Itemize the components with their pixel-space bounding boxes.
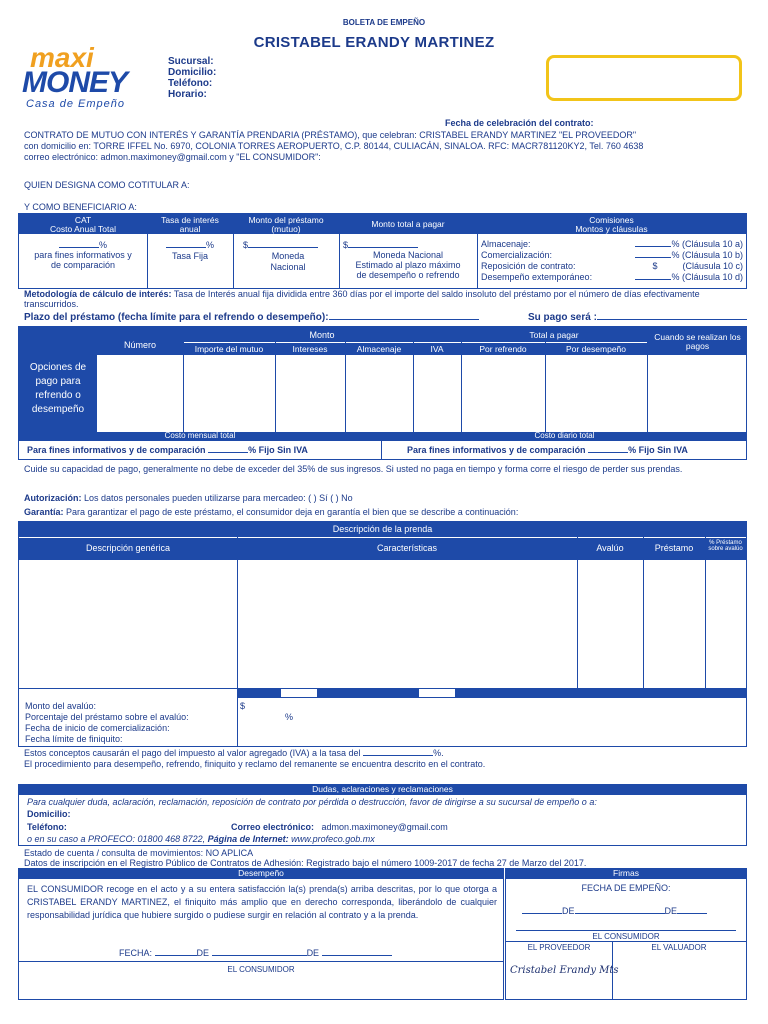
payment-table [18, 326, 747, 460]
doc-type: BOLETA DE EMPEÑO [342, 18, 426, 27]
desempeno-title: Desempeño [19, 869, 503, 879]
header-importe: Importe del mutuo [183, 345, 275, 354]
tasa-cell [147, 240, 233, 262]
metodologia-text: Tasa de Interés anual fija dividida entre 360 días por el importe del saldo insoluto del préstamo por el número de días efectivamente transcurridos. [24, 289, 700, 309]
divider [647, 327, 648, 432]
garantia: Garantía: Para garantizar el pago de este préstamo, el consumidor deja en garantía el bien que se describe a continuación: [24, 507, 519, 517]
divider [461, 327, 462, 432]
desempeno-fecha: FECHA: DE DE [119, 948, 392, 958]
cotitular-label: QUIEN DESIGNA COMO COTITULAR A: [24, 180, 190, 190]
divider [339, 214, 340, 288]
contract-line-2: con domicilio en: TORRE IFFEL No. 6970, COLONIA TORRES AEROPUERTO, C.P. 80144, CULIACÁN, SINALOA. RFC: MACR781120KY2, Tel. 760 4638 [24, 141, 644, 151]
header-caracteristicas: Características [237, 544, 577, 553]
branch-info [168, 56, 216, 100]
divider [19, 537, 746, 538]
header-intereses: Intereses [275, 345, 345, 354]
valuador-label: EL VALUADOR [651, 943, 707, 952]
comision-row: Desempeño extemporáneo: % (Cláusula 10 d) [481, 272, 743, 282]
costo-diario-value: Para fines informativos y de comparación % Fijo Sin IVA [407, 445, 688, 455]
firmas-fecha: DE DE [522, 906, 707, 916]
header-tasa: Tasa de interés anual [147, 216, 233, 234]
header-almacenaje: Almacenaje [345, 345, 413, 354]
comisiones-list [481, 239, 743, 283]
divider [19, 688, 237, 689]
provider-name: CRISTABEL ERANDY MARTINEZ [253, 34, 495, 51]
header-desempeno: Por desempeño [545, 345, 647, 354]
firmas-title: Firmas [506, 869, 746, 879]
costo-mensual-value: Para fines informativos y de comparación % Fijo Sin IVA [27, 445, 308, 455]
autorizacion: Autorización: Los datos personales pueden utilizarse para mercadeo: ( ) Sí ( ) No [24, 493, 353, 503]
divider [477, 214, 478, 288]
divider [183, 327, 184, 432]
cat-table [18, 213, 747, 289]
header-refrendo: Por refrendo [461, 345, 545, 354]
porcentaje-sign: % [285, 712, 294, 722]
avaluo-sign: $ [240, 701, 246, 711]
costo-mensual-label: Costo mensual total [19, 432, 381, 440]
metodologia [24, 289, 744, 309]
header-pct: % Préstamo sobre avalúo [705, 540, 746, 553]
header-iva: IVA [413, 345, 461, 354]
totals-field [419, 689, 455, 697]
dudas-text: Para cualquier duda, aclaración, reclamación, reposición de contrato por pérdida o destrucción, favor de dirigirse a su sucursal de empeño o a: [27, 797, 597, 807]
tasa-pct: % [205, 240, 214, 250]
cat-cell [19, 240, 147, 270]
total-cell [343, 240, 473, 280]
divider [275, 342, 276, 432]
comision-row: Reposición de contrato: $ (Cláusula 10 c) [481, 261, 743, 271]
divider [233, 214, 234, 288]
desempeno-text: EL CONSUMIDOR recoge en el acto y a su entera satisfacción la(s) prenda(s) arriba descritas, por lo que otorga a CRISTABEL ERANDY MARTINEZ, el finiquito más amplio que en derecho corresponda, liberándolo de cualquier responsabilidad jurídica que hubiere surgido o pudiese surgir en relación al contrato y a la prenda. [27, 884, 497, 920]
total-sign: $ [343, 240, 349, 250]
firmas-box [505, 868, 747, 1000]
header-total: Monto total a pagar [339, 220, 477, 229]
divider [545, 342, 546, 432]
dudas-title: Dudas, aclaraciones y reclamaciones [19, 785, 746, 795]
divider [705, 537, 706, 689]
total-note: Moneda Nacional Estimado al plazo máximo de desempeño o refrendo [355, 250, 461, 280]
estado-registro: Estado de cuenta / consulta de movimientos: NO APLICA Datos de inscripción en el Registro Público de Contratos de Adhesión: Registrado bajo el número 1009-2017 de fecha 27 de Marzo del 2017. [24, 848, 587, 868]
fecha-celebracion: Fecha de celebración del contrato: [445, 118, 594, 128]
plazo-label: Plazo del préstamo (fecha límite para el refrendo o desempeño): [24, 312, 479, 323]
si-checkbox[interactable]: ( ) Sí [308, 493, 328, 503]
domicilio-label: Domicilio: [168, 67, 217, 78]
avaluo-details: Monto del avalúo: Porcentaje del préstamo sobre el avalúo: Fecha de inicio de comercialización: Fecha límite de finiquito: [25, 701, 189, 744]
divider [643, 537, 644, 689]
monto-cell [243, 240, 333, 273]
desempeno-box [18, 868, 504, 1000]
logo-sub: Casa de Empeño [26, 98, 125, 110]
comision-row: Almacenaje: % (Cláusula 10 a) [481, 239, 743, 249]
header-cat: CAT Costo Anual Total [19, 216, 147, 234]
maxi-money-logo [22, 44, 167, 114]
dudas-correo: Correo electrónico: admon.maximoney@gmail.com [231, 822, 448, 832]
divider [506, 941, 746, 942]
desempeno-consumidor: EL CONSUMIDOR [227, 965, 295, 974]
prenda-title: Descripción de la prenda [19, 525, 746, 534]
header-generica: Descripción genérica [19, 544, 237, 553]
tasa-fija: Tasa Fija [171, 251, 208, 261]
dudas-telefono: Teléfono: [27, 822, 67, 832]
costo-diario-label: Costo diario total [383, 432, 746, 440]
divider [516, 930, 736, 931]
cat-pct: % [98, 240, 107, 250]
proveedor-signature: Cristabel Erandy Mts [510, 965, 619, 976]
logo-top: maxi [30, 42, 94, 73]
dudas-box [18, 784, 747, 846]
header-monto: Monto [183, 331, 461, 340]
header-numero: Número [97, 341, 183, 350]
divider [381, 432, 382, 459]
monto-sign: $ [243, 240, 249, 250]
cat-note: para fines informativos y de comparación [34, 250, 132, 270]
iva-note: Estos conceptos causarán el pago del impuesto al valor agregado (IVA) a la tasa del %. El procedimiento para desempeño, refrendo, finiquito y reclamo del remanente se encuentra descrito en el contrato. [24, 748, 486, 769]
cuide-note: Cuide su capacidad de pago, generalmente no debe de exceder del 35% de sus ingresos. Si usted no paga en tiempo y forma corre el riesgo de perder sus prendas. [24, 464, 683, 474]
monto-note: Moneda Nacional [270, 251, 306, 272]
divider [183, 342, 461, 343]
sucursal-label: Sucursal: [168, 56, 214, 67]
dudas-domicilio: Domicilio: [27, 809, 71, 819]
header-monto: Monto del préstamo (mutuo) [233, 216, 339, 234]
totals-field [281, 689, 317, 697]
logo-mid: MONEY [22, 66, 128, 99]
header-cuando: Cuando se realizan los pagos [649, 333, 746, 351]
firmas-consumidor: EL CONSUMIDOR [592, 932, 660, 941]
beneficiario-label: Y COMO BENEFICIARIO A: [24, 202, 137, 212]
metodologia-label: Metodología de cálculo de interés: [24, 289, 172, 299]
divider [461, 342, 647, 343]
divider [345, 342, 346, 432]
telefono-label: Teléfono: [168, 78, 213, 89]
pago-label: Su pago será : [528, 312, 747, 323]
opciones-label: Opciones de pago para refrendo o desempeño [29, 362, 87, 415]
header-avaluo: Avalúo [577, 544, 643, 553]
contract-text [24, 130, 754, 163]
divider [19, 961, 503, 962]
header-prestamo: Préstamo [643, 544, 705, 553]
no-checkbox[interactable]: ( ) No [330, 493, 353, 503]
dudas-profeco: o en su caso a PROFECO: 01800 468 8722, Página de Internet: www.profeco.gob.mx [27, 834, 375, 844]
contract-line-1: CONTRATO DE MUTUO CON INTERÉS Y GARANTÍA PRENDARIA (PRÉSTAMO), que celebran: CRISTABEL ERANDY MARTINEZ "EL PROVEEDOR" [24, 130, 637, 140]
horario-label: Horario: [168, 89, 207, 100]
divider [413, 342, 414, 432]
divider [237, 537, 238, 746]
prenda-table [18, 521, 747, 747]
header-total: Total a pagar [461, 331, 647, 340]
contract-line-3: correo electrónico: admon.maximoney@gmail.com y "EL CONSUMIDOR": [24, 152, 321, 162]
comision-row: Comercialización: % (Cláusula 10 b) [481, 250, 743, 260]
header-comisiones: Comisiones Montos y cláusulas [477, 216, 746, 234]
proveedor-label: EL PROVEEDOR [527, 943, 591, 952]
opciones-cell [19, 327, 97, 432]
folio-box [546, 55, 742, 101]
divider [577, 537, 578, 689]
fecha-empeno: FECHA DE EMPEÑO: [581, 883, 671, 893]
